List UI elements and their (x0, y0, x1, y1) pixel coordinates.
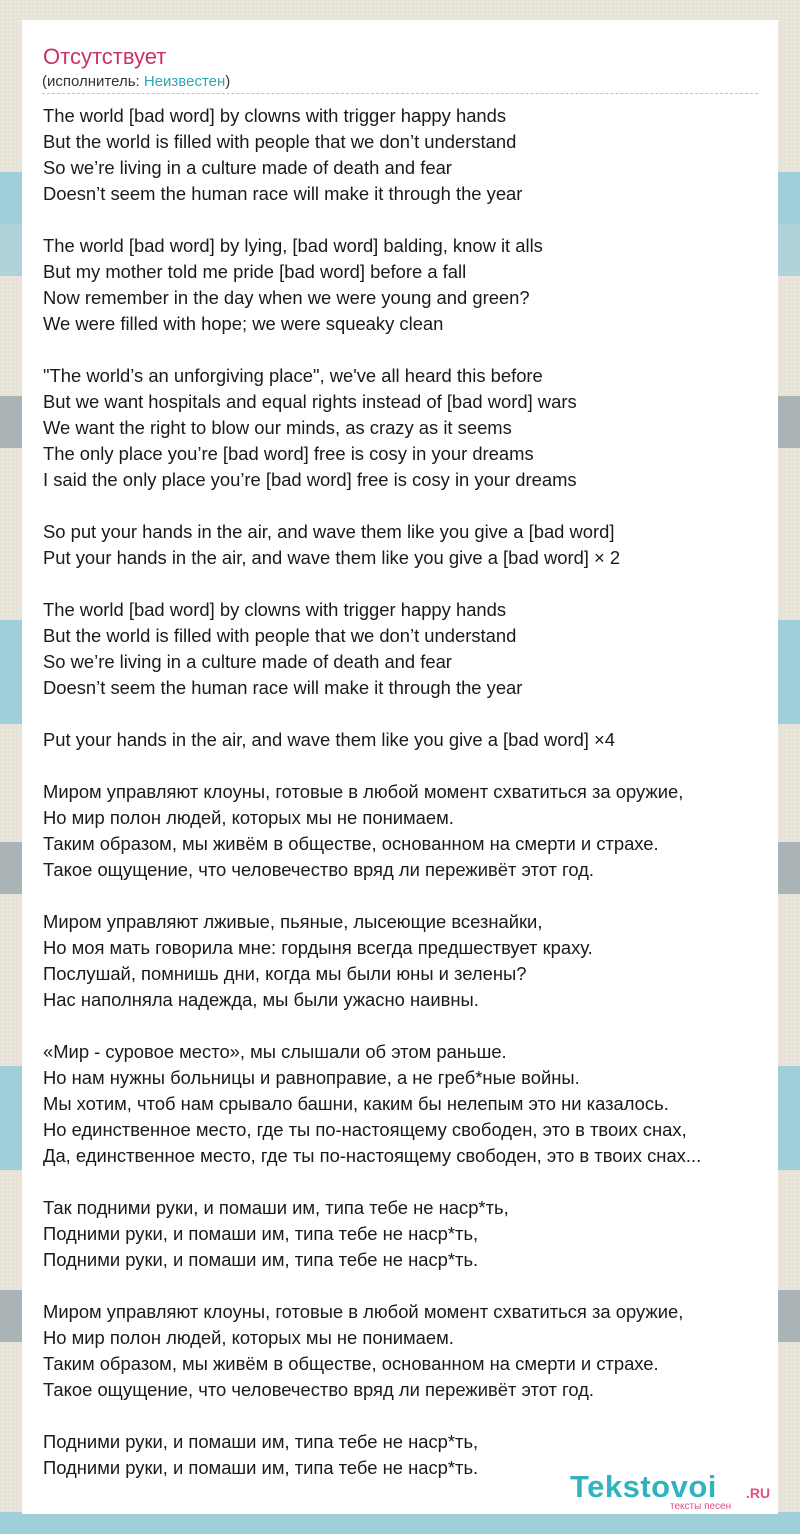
lyric-line: The only place you’re [bad word] free is cosy in your dreams (43, 443, 534, 464)
lyric-line: Нас наполняла надежда, мы были ужасно наивны. (43, 989, 479, 1010)
lyric-line: Послушай, помнишь дни, когда мы были юны и зелены? (43, 963, 527, 984)
lyric-line: Но мир полон людей, которых мы не понимаем. (43, 807, 454, 828)
lyric-line: I said the only place you’re [bad word] free is cosy in your dreams (43, 469, 577, 490)
lyric-line: Doesn’t seem the human race will make it through the year (43, 677, 523, 698)
song-title: Отсутствует (43, 44, 167, 69)
lyric-line: Doesn’t seem the human race will make it through the year (43, 183, 523, 204)
stanza-gap (43, 1169, 773, 1195)
artist-line (42, 73, 230, 91)
lyric-line: The world [bad word] by lying, [bad word] balding, know it alls (43, 235, 543, 256)
lyric-line: Но единственное место, где ты по-настоящему свободен, это в твоих снах, (43, 1119, 687, 1140)
lyric-line: Такое ощущение, что человечество вряд ли переживёт этот год. (43, 1379, 595, 1400)
stanza-gap (43, 753, 773, 779)
lyric-line: We were filled with hope; we were squeaky clean (43, 313, 444, 334)
lyric-line: Мы хотим, чтоб нам срывало башни, каким бы нелепым это ни казалось. (43, 1093, 669, 1114)
lyric-line: So put your hands in the air, and wave them like you give a [bad word] (43, 521, 615, 542)
lyric-line: "The world’s an unforgiving place", we've all heard this before (43, 365, 543, 386)
site-logo[interactable] (570, 1469, 780, 1513)
lyric-line: Таким образом, мы живём в обществе, основанном на смерти и страхе. (43, 1353, 659, 1374)
lyric-line: Таким образом, мы живём в обществе, основанном на смерти и страхе. (43, 833, 659, 854)
lyric-line: So we’re living in a culture made of death and fear (43, 157, 452, 178)
lyric-line: Такое ощущение, что человечество вряд ли переживёт этот год. (43, 859, 595, 880)
lyric-line: The world [bad word] by clowns with trigger happy hands (43, 599, 507, 620)
stanza-gap (43, 493, 773, 519)
stanza-gap (43, 1403, 773, 1429)
lyrics-text (43, 103, 773, 1481)
stanza-gap (43, 1013, 773, 1039)
lyric-line: «Мир - суровое место», мы слышали об этом раньше. (43, 1041, 507, 1062)
lyric-line: Подними руки, и помаши им, типа тебе не наср*ть, (43, 1431, 479, 1452)
lyric-line: Now remember in the day when we were young and green? (43, 287, 530, 308)
lyric-line: So we’re living in a culture made of death and fear (43, 651, 452, 672)
lyrics-card (22, 20, 778, 1514)
lyric-line: Миром управляют клоуны, готовые в любой момент схватиться за оружие, (43, 1301, 684, 1322)
lyric-line: Подними руки, и помаши им, типа тебе не наср*ть, (43, 1223, 479, 1244)
stanza-gap (43, 571, 773, 597)
lyric-line: But the world is filled with people that we don’t understand (43, 625, 517, 646)
logo-name: Tekstovoi (570, 1469, 717, 1504)
lyric-line: Миром управляют лживые, пьяные, лысеющие всезнайки, (43, 911, 543, 932)
lyric-line: Подними руки, и помаши им, типа тебе не наср*ть. (43, 1249, 479, 1270)
artist-suffix: ) (225, 73, 231, 90)
lyric-line: Так подними руки, и помаши им, типа тебе не наср*ть, (43, 1197, 509, 1218)
lyric-line: Но нам нужны больницы и равноправие, а не греб*ные войны. (43, 1067, 580, 1088)
lyric-line: Но мир полон людей, которых мы не понимаем. (43, 1327, 454, 1348)
artist-prefix: (исполнитель: (42, 73, 144, 90)
lyric-line: Put your hands in the air, and wave them like you give a [bad word] ×4 (43, 729, 615, 750)
lyric-line: The world [bad word] by clowns with trigger happy hands (43, 105, 507, 126)
lyric-line: Put your hands in the air, and wave them like you give a [bad word] × 2 (43, 547, 621, 568)
logo-domain: .RU (746, 1485, 771, 1501)
lyric-line: Да, единственное место, где ты по-настоящему свободен, это в твоих снах... (43, 1145, 702, 1166)
stanza-gap (43, 701, 773, 727)
stanza-gap (43, 337, 773, 363)
lyric-line: We want the right to blow our minds, as crazy as it seems (43, 417, 512, 438)
lyric-line: Подними руки, и помаши им, типа тебе не наср*ть. (43, 1457, 479, 1478)
artist-link[interactable]: Неизвестен (143, 73, 226, 90)
logo-tagline: тексты песен (670, 1501, 732, 1512)
background-stripe (0, 1512, 800, 1534)
stanza-gap (43, 207, 773, 233)
lyric-line: But we want hospitals and equal rights instead of [bad word] wars (43, 391, 577, 412)
lyric-line: Но моя мать говорила мне: гордыня всегда предшествует краху. (43, 937, 593, 958)
title-divider (42, 93, 758, 94)
stanza-gap (43, 1273, 773, 1299)
lyric-line: But my mother told me pride [bad word] before a fall (43, 261, 467, 282)
lyric-line: But the world is filled with people that we don’t understand (43, 131, 517, 152)
lyric-line: Миром управляют клоуны, готовые в любой момент схватиться за оружие, (43, 781, 684, 802)
stanza-gap (43, 883, 773, 909)
